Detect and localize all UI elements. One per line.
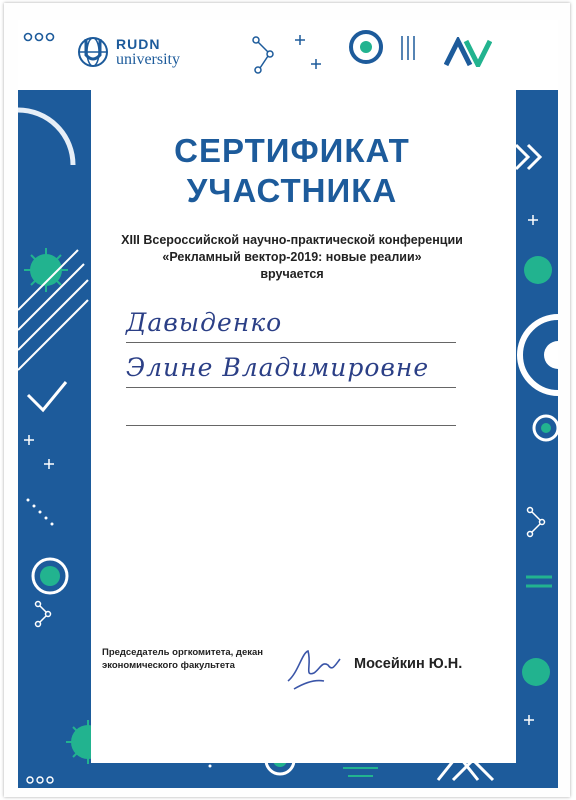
certificate-sheet xyxy=(4,3,570,797)
certificate-title xyxy=(94,131,490,211)
left-dots xyxy=(27,499,54,526)
right-chevron-icon xyxy=(516,145,540,169)
top-node-icon xyxy=(253,37,273,73)
recipient-line-1 xyxy=(126,342,456,343)
right-stripes xyxy=(526,577,552,586)
recipient-name: Элине Владимировне xyxy=(126,353,430,382)
conference-line-1: XIII Всероссийской научно-практической конференции xyxy=(121,233,463,247)
left-node-icon xyxy=(36,602,51,627)
logo-rudn: RUDN xyxy=(116,36,161,52)
left-plus-icons xyxy=(24,435,54,469)
right-bottom-virus-icon xyxy=(522,658,550,686)
right-bottom-plus xyxy=(524,715,534,725)
right-plus-icon xyxy=(528,215,538,225)
recipient-line-3 xyxy=(126,425,456,426)
signatory-role xyxy=(102,646,302,672)
recipient-surname: Давыденко xyxy=(126,308,283,337)
top-bars-decoration xyxy=(402,36,414,60)
left-check-icon xyxy=(28,382,66,410)
left-ring-icon xyxy=(33,559,67,593)
conference-line-3: вручается xyxy=(260,267,324,281)
rudn-logo xyxy=(76,34,180,70)
title-line-1: СЕРТИФИКАТ xyxy=(174,132,410,169)
globe-shield-icon xyxy=(76,35,110,69)
av-logo-icon xyxy=(444,37,492,67)
signatory-role-line-1: Председатель оргкомитета, декан xyxy=(102,647,264,658)
left-big-ring xyxy=(18,110,73,165)
signatory-name: Мосейкин Ю.Н. xyxy=(354,656,463,672)
signatory-role-line-2: экономического факультета xyxy=(102,660,235,671)
top-dots-decoration xyxy=(25,34,54,41)
bottom-stripes xyxy=(343,768,378,776)
bottom-left-dots xyxy=(27,777,53,783)
right-node-icon xyxy=(528,508,545,537)
right-half-ring xyxy=(520,317,558,393)
handwritten-signature xyxy=(284,643,344,693)
right-ring-icon xyxy=(534,416,558,440)
recipient-line-2 xyxy=(126,387,456,388)
conference-line-2: «Рекламный вектор-2019: новые реалии» xyxy=(162,250,422,264)
conference-text xyxy=(94,232,490,283)
top-ring-icon xyxy=(351,32,381,62)
logo-university: university xyxy=(116,51,180,68)
top-plus-icons xyxy=(295,35,321,69)
title-line-2: УЧАСТНИКА xyxy=(186,172,398,209)
right-virus-icon xyxy=(524,256,552,284)
